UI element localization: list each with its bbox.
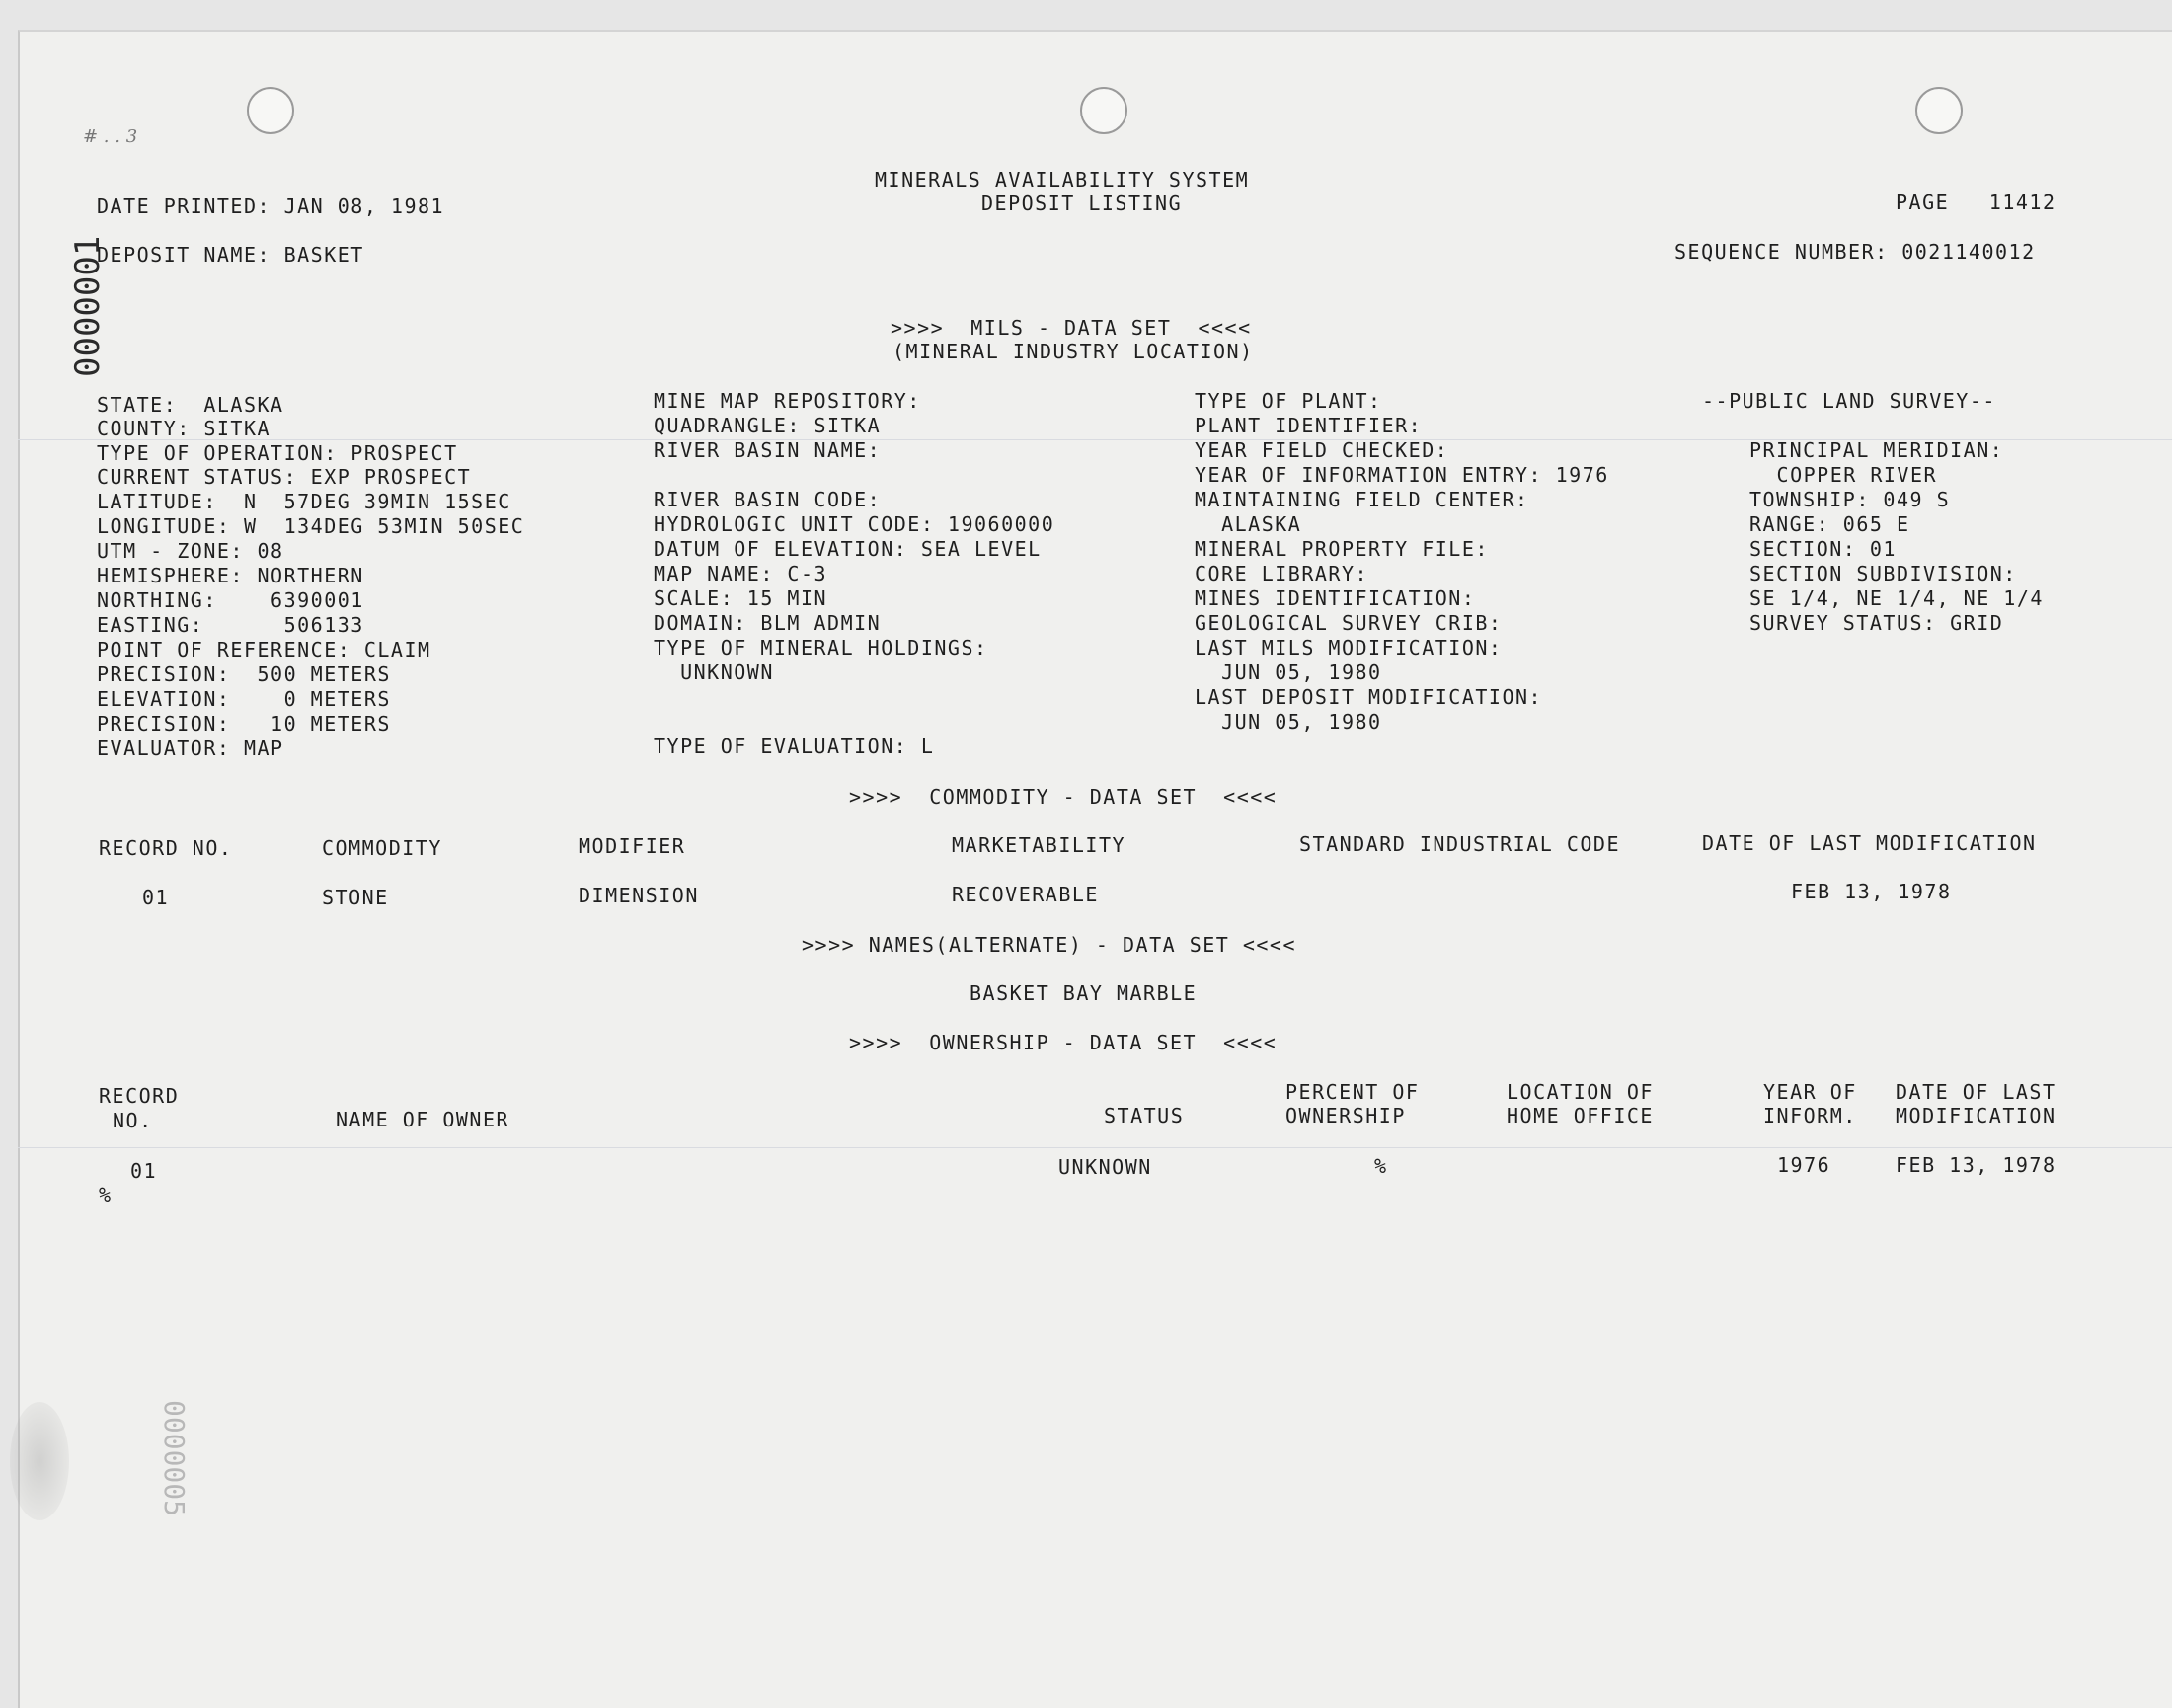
mils-field: JUN 05, 1980: [1195, 660, 1382, 684]
survey-field: TOWNSHIP: 049 S: [1749, 488, 1951, 511]
mils-field: MINERAL PROPERTY FILE:: [1195, 537, 1489, 561]
mils-field: COUNTY: SITKA: [97, 417, 272, 440]
punch-hole: [1915, 87, 1963, 134]
survey-field: RANGE: 065 E: [1749, 512, 1910, 536]
column-header: DATE OF LAST MODIFICATION: [1702, 831, 2037, 855]
column-header: INFORM.: [1763, 1104, 1857, 1127]
mils-field: MAP NAME: C-3: [654, 562, 828, 585]
punch-hole: [1080, 87, 1127, 134]
handwritten-mark: # . . 3: [83, 126, 138, 147]
mils-field: PRECISION: 500 METERS: [97, 662, 391, 686]
column-header: RECORD: [99, 1084, 180, 1108]
mils-field: GEOLOGICAL SURVEY CRIB:: [1195, 611, 1503, 635]
mils-field: LATITUDE: N 57DEG 39MIN 15SEC: [97, 490, 511, 513]
column-header: MODIFICATION: [1896, 1104, 2056, 1127]
mils-field: RIVER BASIN CODE:: [654, 488, 882, 511]
column-header: COMMODITY: [322, 836, 442, 860]
table-cell: FEB 13, 1978: [1896, 1153, 2056, 1177]
column-header: YEAR OF: [1763, 1080, 1857, 1104]
survey-field: SE 1/4, NE 1/4, NE 1/4: [1749, 586, 2044, 610]
mils-field: MINE MAP REPOSITORY:: [654, 389, 921, 413]
column-header: NAME OF OWNER: [336, 1108, 510, 1131]
mils-field: NORTHING: 6390001: [97, 588, 364, 612]
mils-field: HEMISPHERE: NORTHERN: [97, 564, 364, 587]
mils-field: ELEVATION: 0 METERS: [97, 687, 391, 711]
side-stamp: 0000001: [68, 235, 108, 377]
alternate-name: BASKET BAY MARBLE: [970, 981, 1198, 1005]
system-title: MINERALS AVAILABILITY SYSTEM: [875, 168, 1250, 192]
table-cell: UNKNOWN: [1058, 1155, 1152, 1179]
table-cell: 01: [142, 886, 170, 909]
listing-title: DEPOSIT LISTING: [981, 192, 1183, 215]
paper-sheet: [18, 30, 2172, 1708]
column-header: MODIFIER: [579, 834, 686, 858]
page-number: PAGE 11412: [1896, 191, 2056, 214]
mils-field: TYPE OF MINERAL HOLDINGS:: [654, 636, 988, 660]
faint-stamp: 0000005: [158, 1400, 191, 1517]
survey-field: SURVEY STATUS: GRID: [1749, 611, 2004, 635]
table-cell: %: [1374, 1154, 1388, 1178]
mils-field: PLANT IDENTIFIER:: [1195, 414, 1423, 437]
mils-field: QUADRANGLE: SITKA: [654, 414, 882, 437]
sequence-number: SEQUENCE NUMBER: 0021140012: [1674, 240, 2036, 264]
mils-field: EASTING: 506133: [97, 613, 364, 637]
table-cell: STONE: [322, 886, 389, 909]
column-header: LOCATION OF: [1507, 1080, 1654, 1104]
mils-field: TYPE OF EVALUATION: L: [654, 735, 935, 758]
survey-field: SECTION: 01: [1749, 537, 1897, 561]
mils-field: UNKNOWN: [654, 660, 774, 684]
smudge: [10, 1402, 69, 1520]
mils-field: JUN 05, 1980: [1195, 710, 1382, 734]
mils-title: >>>> MILS - DATA SET <<<<: [891, 316, 1252, 340]
mils-field: LAST DEPOSIT MODIFICATION:: [1195, 685, 1543, 709]
mils-field: DATUM OF ELEVATION: SEA LEVEL: [654, 537, 1042, 561]
mils-field: UTM - ZONE: 08: [97, 539, 284, 563]
names-title: >>>> NAMES(ALTERNATE) - DATA SET <<<<: [802, 933, 1297, 957]
mils-field: HYDROLOGIC UNIT CODE: 19060000: [654, 512, 1055, 536]
mils-field: SCALE: 15 MIN: [654, 586, 828, 610]
mils-field: EVALUATOR: MAP: [97, 737, 284, 760]
mils-field: POINT OF REFERENCE: CLAIM: [97, 638, 431, 661]
mils-field: ALASKA: [1195, 512, 1302, 536]
table-cell: DIMENSION: [579, 884, 699, 907]
table-cell: 1976: [1777, 1153, 1831, 1177]
column-header: STANDARD INDUSTRIAL CODE: [1299, 832, 1620, 856]
mils-field: YEAR OF INFORMATION ENTRY: 1976: [1195, 463, 1609, 487]
mils-field: TYPE OF PLANT:: [1195, 389, 1382, 413]
mils-field: CORE LIBRARY:: [1195, 562, 1369, 585]
mils-field: YEAR FIELD CHECKED:: [1195, 438, 1449, 462]
mils-field: MINES IDENTIFICATION:: [1195, 586, 1476, 610]
column-header: MARKETABILITY: [952, 833, 1126, 857]
mils-field: LAST MILS MODIFICATION:: [1195, 636, 1503, 660]
ownership-title: >>>> OWNERSHIP - DATA SET <<<<: [849, 1031, 1278, 1054]
survey-title: --PUBLIC LAND SURVEY--: [1702, 389, 1996, 413]
column-header: NO.: [113, 1109, 153, 1132]
mils-field: STATE: ALASKA: [97, 393, 284, 417]
table-cell: FEB 13, 1978: [1791, 880, 1952, 903]
mils-field: RIVER BASIN NAME:: [654, 438, 882, 462]
punch-hole: [247, 87, 294, 134]
column-header: RECORD NO.: [99, 836, 233, 860]
paper-rule: [18, 1147, 2172, 1148]
column-header: OWNERSHIP: [1285, 1104, 1406, 1127]
mils-field: DOMAIN: BLM ADMIN: [654, 611, 882, 635]
column-header: DATE OF LAST: [1896, 1080, 2056, 1104]
mils-field: CURRENT STATUS: EXP PROSPECT: [97, 465, 472, 489]
column-header: PERCENT OF: [1285, 1080, 1420, 1104]
survey-field: SECTION SUBDIVISION:: [1749, 562, 2017, 585]
commodity-title: >>>> COMMODITY - DATA SET <<<<: [849, 785, 1278, 809]
table-cell: RECOVERABLE: [952, 883, 1099, 906]
end-marker: %: [99, 1183, 113, 1206]
survey-field: PRINCIPAL MERIDIAN:: [1749, 438, 2004, 462]
mils-field: TYPE OF OPERATION: PROSPECT: [97, 441, 458, 465]
mils-field: MAINTAINING FIELD CENTER:: [1195, 488, 1529, 511]
survey-field: COPPER RIVER: [1763, 463, 1938, 487]
mils-subtitle: (MINERAL INDUSTRY LOCATION): [892, 340, 1254, 363]
column-header: HOME OFFICE: [1507, 1104, 1654, 1127]
deposit-name: DEPOSIT NAME: BASKET: [97, 243, 364, 267]
table-cell: 01: [130, 1159, 158, 1183]
column-header: STATUS: [1104, 1104, 1185, 1127]
date-printed: DATE PRINTED: JAN 08, 1981: [97, 194, 445, 218]
mils-field: LONGITUDE: W 134DEG 53MIN 50SEC: [97, 514, 525, 538]
mils-field: PRECISION: 10 METERS: [97, 712, 391, 736]
